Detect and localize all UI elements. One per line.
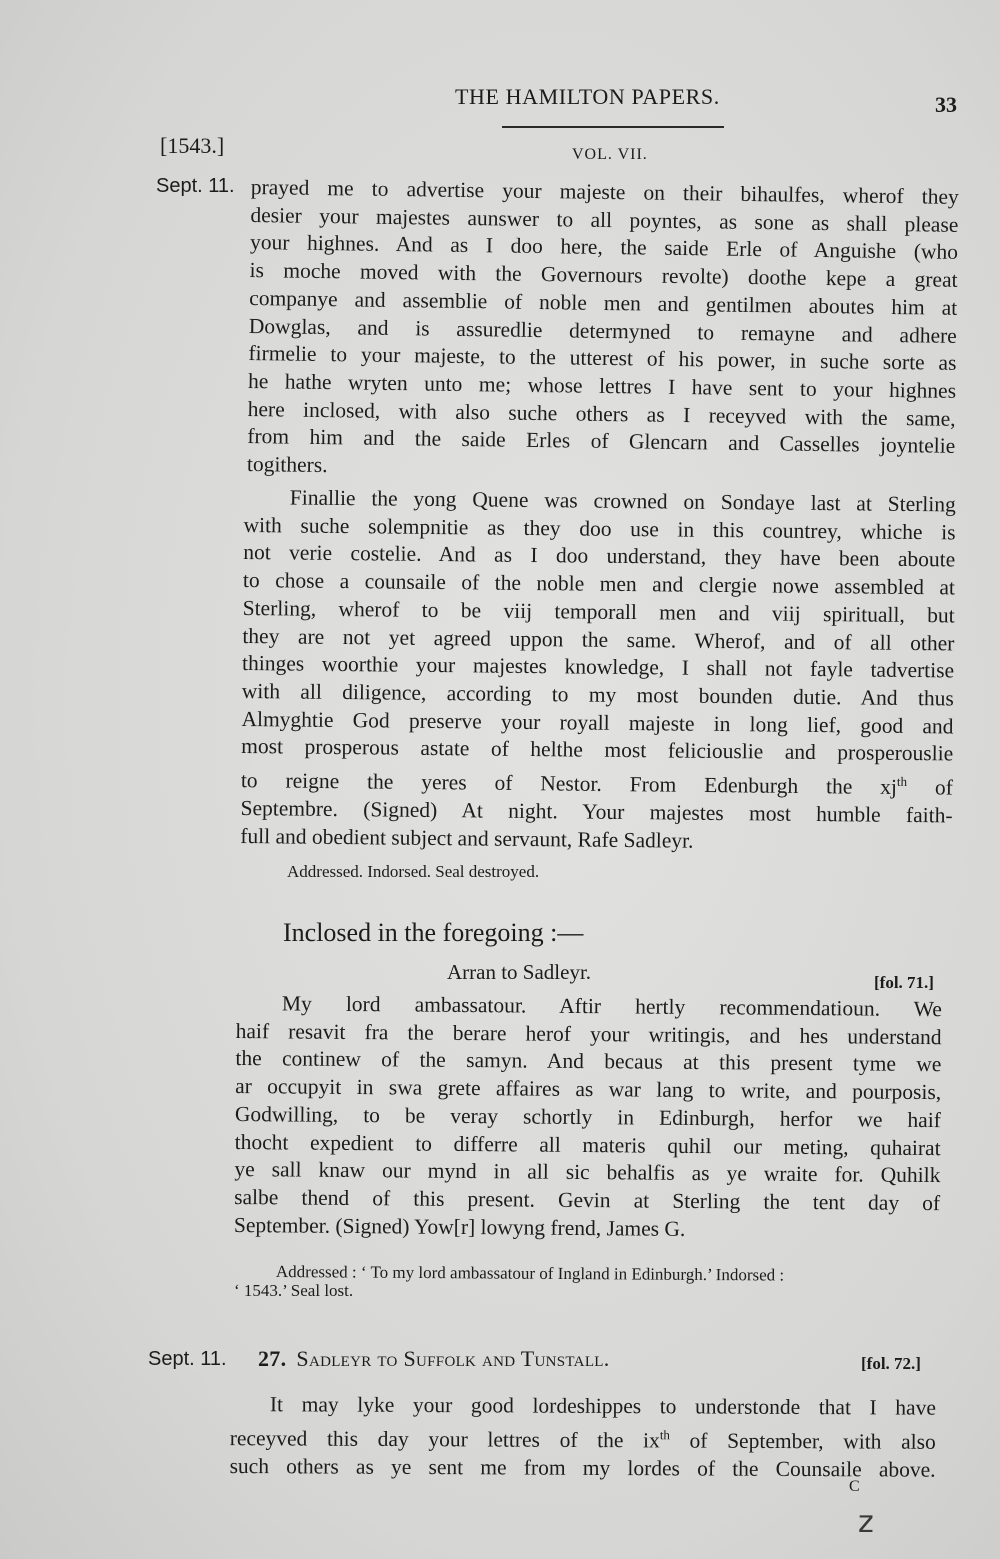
text-line: desier your majestes aunswer to all poyntes, as sone as shall please — [250, 202, 959, 237]
text-line: is moche moved with the Governours revolte) doothe kepe a great — [249, 258, 958, 292]
text-line: Dowglas, and is assuredlie determyned to remayne and adhere — [248, 313, 957, 348]
page-number: 33 — [935, 92, 957, 117]
text-line: ye sall knaw our mynd in all sic behalfis as ye wraite for. Quhilk — [234, 1157, 941, 1188]
signature-mark: C — [849, 1478, 860, 1495]
text-line: firmelie to your majeste, to the utterest of his power, in suche sorte as — [248, 341, 957, 376]
text-line: companye and assemblie of noble men and gentilmen aboutes him at — [249, 285, 958, 320]
superscript: th — [896, 773, 908, 789]
text-line: thocht expedient to differre all materis quhil our meting, quhairat — [234, 1129, 941, 1160]
text-line: full and obedient subject and servaunt, Rafe Sadleyr. — [240, 823, 694, 853]
letter-paragraph-2 — [240, 484, 956, 858]
text-line: not verie costelie. And as I doo understand, they have been aboute — [243, 540, 956, 572]
address-note: Addressed : ‘ To my lord ambassatour of Ingland in Edinburgh.’ Indorsed : — [275, 1262, 785, 1285]
text-fragment: to reigne the yeres of Nestor. From Edenburgh the xj — [240, 768, 898, 800]
text-fragment: receyved this day your lettres of the ix — [229, 1425, 660, 1453]
text-line: they are not yet agreed uppon the same. Wherof, and of all other — [242, 623, 955, 655]
text-line: he hathe wryten unto me; whose lettres I have sent to your highnes — [247, 368, 957, 403]
entry-number: 27. — [258, 1346, 287, 1371]
folio-reference: [fol. 71.] — [874, 973, 934, 992]
text-line: salbe thend of this present. Gevin at Sterling the tent day of — [234, 1184, 941, 1216]
text-line: ar occupyit in swa grete affaires as war lang to write, and pourposis, — [235, 1074, 942, 1105]
text-fragment: of — [906, 775, 953, 800]
folio-reference: [fol. 72.] — [861, 1354, 921, 1373]
entry-title: Sadleyr to Suffolk and Tunstall. — [296, 1346, 610, 1371]
text-line: Sterling, wherof to be viij temporall men and viij spirituall, but — [242, 595, 955, 628]
running-head: THE HAMILTON PAPERS. — [455, 84, 720, 109]
text-line: Finallie the yong Quene was crowned on Sondaye last at Sterling — [289, 485, 956, 517]
year-marker: [1543.] — [160, 133, 225, 158]
superscript: th — [659, 1426, 671, 1443]
text-line: here inclosed, with also suche others as I receyved with the same, — [247, 396, 956, 431]
entry-paragraph — [230, 1391, 936, 1484]
endorsement-note: Addressed. Indorsed. Seal destroyed. — [287, 862, 540, 881]
margin-date: Sept. 11. — [156, 175, 235, 197]
text-line: your highnes. And as I doo here, the saide Erle of Anguishe (who — [249, 230, 959, 265]
text-line: thinges woorthie your majestes knowledge, I shall not fayle tadvertise — [241, 651, 955, 683]
address-note-continued: ‘ 1543.’ Seal lost. — [234, 1281, 354, 1300]
letter-paragraph-1 — [247, 174, 959, 489]
text-fragment: of September, with also — [669, 1428, 936, 1454]
text-line: from him and the saide Erles of Glencarn and Casselles joyntelie — [247, 424, 956, 459]
volume-label: VOL. VII. — [572, 146, 648, 163]
text-line: September. (Signed) Yow[r] lowyng frend, James G. — [233, 1212, 686, 1241]
text-line: Septembre. (Signed) At night. Your majestes most humble faith- — [240, 795, 953, 828]
text-line: haif resavit fra the berare herof your writingis, and hes understand — [235, 1018, 942, 1049]
text-line: with all diligence, according to my most bounden dutie. And thus — [241, 678, 954, 711]
text-line: with suche solempnitie as they doo use in this countrey, whiche is — [243, 512, 956, 545]
text-line: My lord ambassatour. Aftir hertly recommendatioun. We — [281, 991, 942, 1022]
text-line: Godwilling, to be veray schortly in Edinburgh, herfor we haif — [234, 1101, 941, 1132]
margin-date: Sept. 11. — [148, 1348, 227, 1370]
text-line: Almyghtie God preserve your royall majeste in long lief, good and — [241, 706, 954, 739]
text-line: most prosperous astate of helthe most feliciouslie and prosperouslie — [241, 734, 954, 766]
enclosure-paragraph — [234, 990, 942, 1245]
handwritten-mark: z — [858, 1505, 874, 1540]
text-line: the continew of the samyn. And becaus at this present tyme we — [235, 1046, 942, 1077]
text-line: togithers. — [246, 452, 328, 478]
text-line: prayed me to advertise your majeste on their bihaulfes, wherof they — [250, 174, 959, 209]
enclosure-subheading: Arran to Sadleyr. — [447, 960, 592, 984]
header-rule — [502, 126, 724, 128]
text-line-with-superscript — [230, 1419, 936, 1457]
entry-heading — [258, 1346, 610, 1372]
text-line: to chose a counsaile of the noble men and clergie nowe assembled at — [242, 568, 956, 600]
text-line: It may lyke your good lordeshippes to understonde that I have — [269, 1392, 936, 1420]
enclosure-heading: Inclosed in the foregoing :— — [283, 918, 584, 947]
text-line: such others as ye sent me from my lordes of the Counsaile above. — [229, 1453, 936, 1482]
